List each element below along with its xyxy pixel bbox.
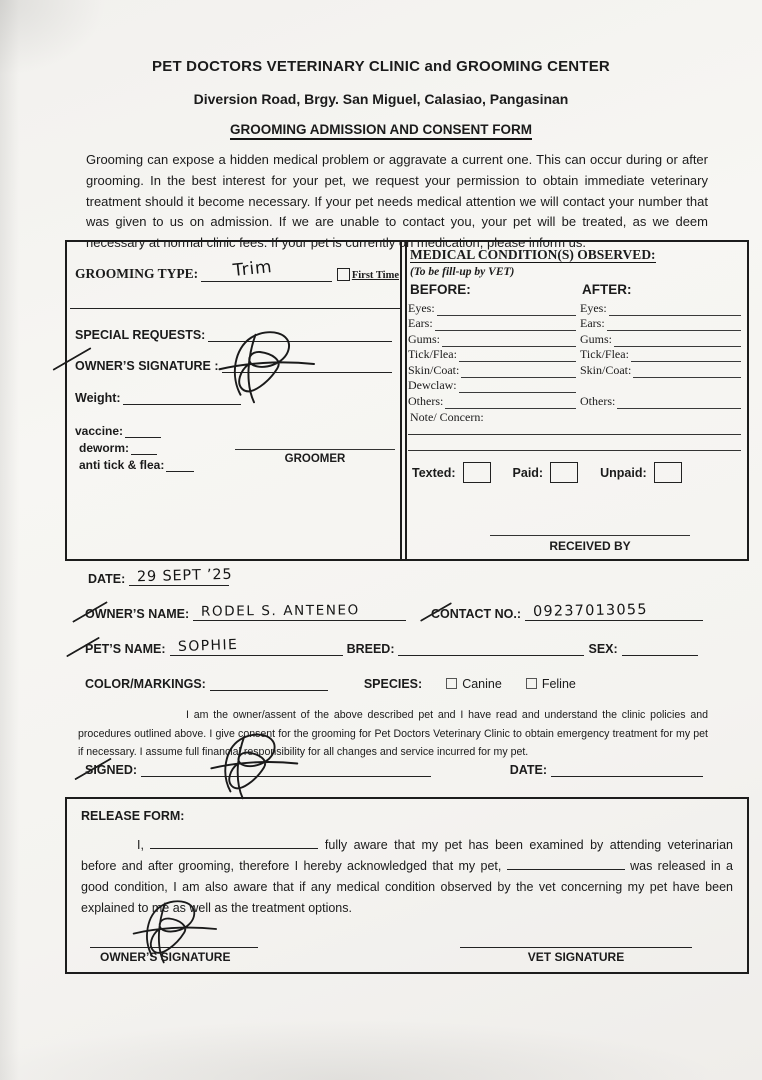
note-line-2 <box>408 450 741 451</box>
release-pet-blank <box>507 857 625 870</box>
medical-row-dewclaw <box>408 378 741 394</box>
medical-row-eyes <box>408 300 741 316</box>
species-option-feline <box>526 677 576 691</box>
consent-paragraph: I am the owner/assent of the above described pet and I have read and understand the clinic policies and procedures outlined above. I give consent for the grooming for Pet Doctors Veterinary Clinic to obtain emergency treatment for my pet if necessary. I assume full financial responsibility for all changes and service incurred for my pet. <box>78 709 708 759</box>
form-title <box>0 122 762 137</box>
after-header: AFTER: <box>582 282 632 297</box>
vet-signature-line <box>460 947 692 948</box>
sex-label: SEX: <box>588 642 618 656</box>
release-name-blank <box>150 836 318 849</box>
release-text-part3: was released in a good condition, I am also aware that if any medical condition observed by the vet concerning my pet have been explained to me as well as the treatment options. <box>81 859 733 915</box>
paid-label: Paid: <box>512 465 544 480</box>
unpaid-label: Unpaid: <box>600 465 647 480</box>
release-owner-signature-label: OWNER’S SIGNATURE <box>100 950 231 964</box>
anti-tick-flea-line <box>166 457 194 472</box>
before-tick-flea-line <box>459 349 576 362</box>
clinic-name: PET DOCTORS VETERINARY CLINIC and GROOMING CENTER <box>152 58 610 75</box>
groomer-line <box>235 449 395 450</box>
pet-name-line <box>170 636 343 656</box>
vaccine-line <box>125 423 161 438</box>
after-others-label: Others: <box>580 393 616 408</box>
medical-box-title <box>410 247 656 263</box>
medical-row-skin-coat <box>408 362 741 378</box>
before-gums-label: Gums: <box>408 331 441 346</box>
consent-date-line <box>551 757 703 777</box>
medical-box-subtitle: (To be fill-up by VET) <box>410 266 515 278</box>
after-eyes-label: Eyes: <box>580 300 607 315</box>
groomer-label: GROOMER <box>284 453 346 465</box>
breed-line <box>398 636 584 656</box>
grooming-type-label: GROOMING TYPE: <box>75 266 199 281</box>
before-dewclaw-line <box>459 380 576 393</box>
date-line <box>129 566 233 586</box>
after-skin-coat-label: Skin/Coat: <box>580 362 632 377</box>
after-skin-coat-line <box>633 365 741 378</box>
received-by-line <box>490 535 690 536</box>
medical-box-title-text: MEDICAL CONDITION(S) OBSERVED: <box>410 247 656 262</box>
release-text-part1: I, <box>137 838 144 852</box>
paid-checkbox <box>550 462 578 483</box>
before-header: BEFORE: <box>410 282 471 297</box>
consent-date-label: DATE: <box>509 763 547 777</box>
form-title-text: GROOMING ADMISSION AND CONSENT FORM <box>230 122 532 140</box>
before-tick-flea-label: Tick/Flea: <box>408 347 457 361</box>
date-label: DATE: <box>88 572 126 586</box>
medical-row-ears <box>408 316 741 332</box>
pet-name-label: PET’S NAME: <box>85 642 166 656</box>
after-ears-line <box>607 318 741 331</box>
feline-checkbox <box>526 678 537 689</box>
owner-name-handwritten-value: RODEL S. ANTENEO <box>201 602 361 620</box>
box-divider-line <box>70 308 402 309</box>
anti-tick-flea-label: anti tick & flea: <box>79 458 165 472</box>
release-text-part2: fully aware that my pet has been examined by attending veterinarian before and after grooming, therefore I hereby acknowledged that my pet, <box>81 838 733 873</box>
after-gums-label: Gums: <box>580 331 613 346</box>
owner-signature-scribble-signed <box>205 726 305 801</box>
unpaid-checkbox <box>654 462 682 483</box>
before-eyes-label: Eyes: <box>408 300 435 315</box>
release-form-title: RELEASE FORM: <box>81 809 185 823</box>
after-others-line <box>617 396 741 409</box>
signed-label: SIGNED: <box>85 763 138 777</box>
owner-signature-scribble-release <box>118 893 233 965</box>
texted-label: Texted: <box>412 465 456 480</box>
signed-row <box>85 757 703 777</box>
species-option-canine <box>446 677 502 691</box>
owners-signature-label: OWNER’S SIGNATURE : <box>75 359 219 373</box>
species-label: SPECIES: <box>363 677 423 691</box>
received-by-label: RECEIVED BY <box>549 539 631 553</box>
color-species-row <box>85 671 703 691</box>
after-tick-flea-label: Tick/Flea: <box>580 347 629 361</box>
after-ears-label: Ears: <box>580 316 605 330</box>
owner-name-line <box>193 601 406 621</box>
vet-signature-label: VET SIGNATURE <box>527 950 625 964</box>
first-time-label: First Time <box>351 270 399 281</box>
grooming-type-row <box>75 256 399 282</box>
owner-signature-scribble-grooming-box <box>215 315 320 413</box>
breed-label: BREED: <box>346 642 395 656</box>
medical-row-others <box>408 393 741 409</box>
grooming-type-handwritten-value: Trim <box>232 256 274 282</box>
note-concern-label: Note/ Concern: <box>410 410 484 424</box>
medical-row-gums <box>408 331 741 347</box>
after-eyes-line <box>609 303 741 316</box>
before-ears-line <box>435 318 576 331</box>
pet-name-handwritten-value: SOPHIE <box>177 636 239 656</box>
contact-no-handwritten-value: 09237013055 <box>532 602 648 620</box>
contact-no-label: CONTACT NO.: <box>430 607 521 621</box>
weight-label: Weight: <box>75 391 121 405</box>
note-line-1 <box>408 434 741 435</box>
sex-line <box>622 636 698 656</box>
before-dewclaw-label: Dewclaw: <box>408 378 457 392</box>
pet-row <box>85 636 703 656</box>
medical-row-tick-flea <box>408 347 741 363</box>
medical-rows <box>408 300 741 409</box>
vaccine-label: vaccine: <box>75 424 124 438</box>
contact-no-line <box>525 601 703 621</box>
grooming-type-line <box>201 256 332 282</box>
vaccine-row <box>75 423 395 438</box>
payment-status-row <box>412 462 682 483</box>
canine-label: Canine <box>462 677 502 691</box>
color-markings-line <box>210 671 328 691</box>
color-markings-label: COLOR/MARKINGS: <box>85 677 206 691</box>
after-tick-flea-line <box>631 349 741 362</box>
before-gums-line <box>442 334 576 347</box>
date-handwritten-value: 29 SEPT ’25 <box>137 566 233 586</box>
after-gums-line <box>614 334 741 347</box>
owner-contact-row <box>85 601 703 621</box>
date-row <box>88 566 233 586</box>
medical-box <box>400 240 749 561</box>
canine-checkbox <box>446 678 457 689</box>
clinic-address: Diversion Road, Brgy. San Miguel, Calasiao, Pangasinan <box>193 91 569 107</box>
special-requests-label: SPECIAL REQUESTS: <box>75 328 206 342</box>
before-skin-coat-line <box>461 365 576 378</box>
before-others-label: Others: <box>408 393 444 408</box>
feline-label: Feline <box>541 677 576 691</box>
deworm-line <box>131 440 157 455</box>
texted-checkbox <box>463 462 491 483</box>
before-eyes-line <box>437 303 576 316</box>
deworm-label: deworm: <box>79 441 130 455</box>
before-skin-coat-label: Skin/Coat: <box>408 362 460 377</box>
intro-paragraph: Grooming can expose a hidden medical problem or aggravate a current one. This can occur during or after grooming. In the best interest for your pet, we request your permission to obtain immediate veterinary treatment should it become necessary. If your pet needs medical attention we will contact your number that was given to us on admission. If we are unable to contact you, your pet will be treated, as we deem necessary at normal clinic fees. If your pet is currently on medication, please inform us. <box>86 152 708 251</box>
first-time-checkbox <box>337 268 350 281</box>
owner-name-label: OWNER’S NAME: <box>85 607 190 621</box>
before-others-line <box>445 396 576 409</box>
before-ears-label: Ears: <box>408 316 433 330</box>
